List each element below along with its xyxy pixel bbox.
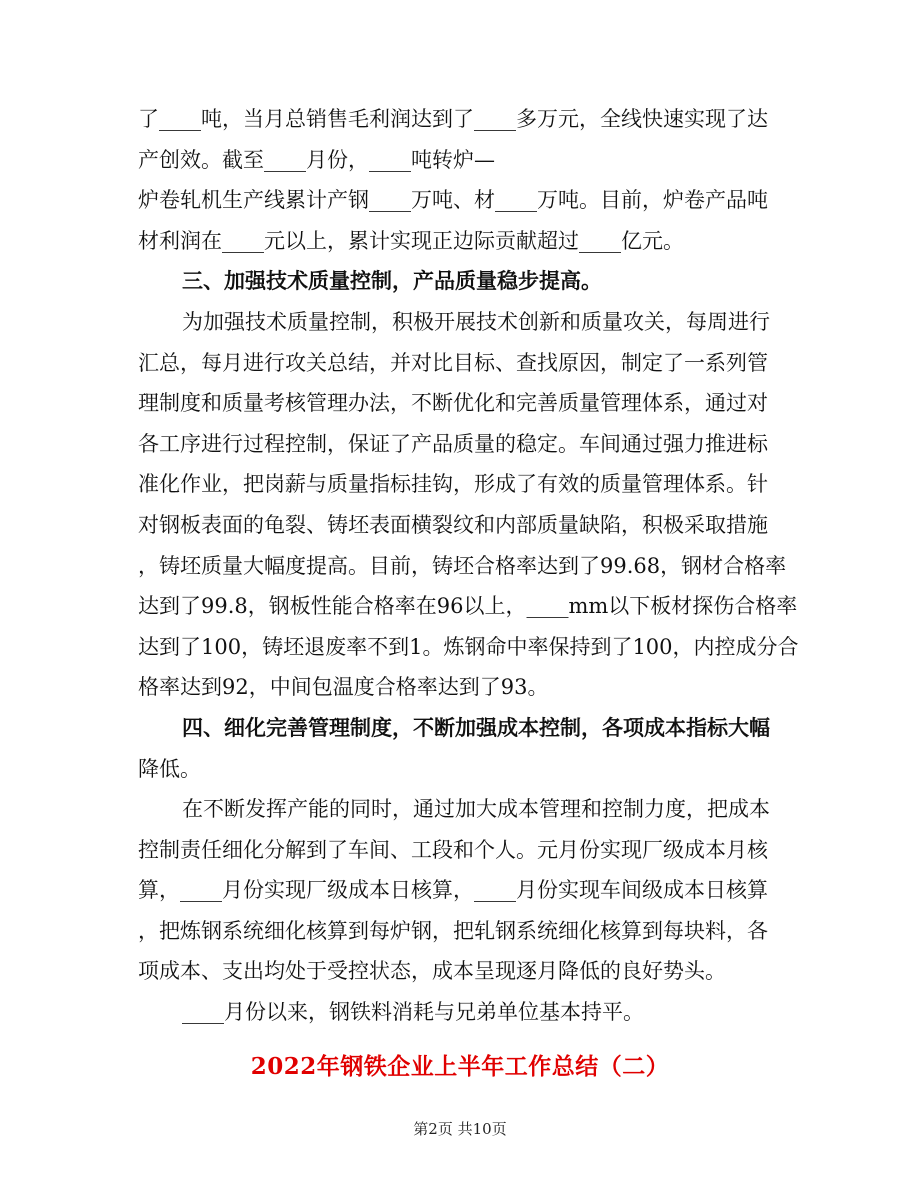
body-line: ，铸坯质量大幅度提高。目前，铸坯合格率达到了99.68，钢材合格率 [138,553,787,578]
body-line: 准化作业，把岗薪与质量指标挂钩，形成了有效的质量管理体系。针 [138,472,768,497]
body-line: 汇总，每月进行攻关总结，并对比目标、查找原因，制定了一系列管 [138,350,768,375]
body-line: 对钢板表面的龟裂、铸坯表面横裂纹和内部质量缺陷，积极采取措施 [138,512,768,537]
body-line: 达到了99.8，钢板性能合格率在96以上，____mm以下板材探伤合格率 [138,594,798,619]
body-line: 降低。 [138,756,201,781]
body-line: 各工序进行过程控制，保证了产品质量的稳定。车间通过强力推进标 [138,431,768,456]
body-line: 了____吨，当月总销售毛利润达到了____多万元，全线快速实现了达 [138,107,768,131]
body-line: 产创效。截至____月份，____吨转炉— [138,147,495,172]
body-line: 理制度和质量考核管理办法，不断优化和完善质量管理体系，通过对 [138,391,768,416]
body-line: ____月份以来，钢铁料消耗与兄弟单位基本持平。 [182,1000,644,1025]
body-line: 达到了100，铸坯退废率不到1。炼钢命中率保持到了100，内控成分合 [138,634,799,659]
body-line: 控制责任细化分解到了车间、工段和个人。元月份实现厂级成本月核 [138,837,768,862]
body-line: 炉卷轧机生产线累计产钢____万吨、材____万吨。目前，炉卷产品吨 [138,188,768,213]
document-title: 2022年钢铁企业上半年工作总结（二） [250,1053,670,1080]
body-line: 在不断发挥产能的同时，通过加大成本管理和控制力度，把成本 [182,797,770,822]
body-line: 材利润在____元以上，累计实现正边际贡献超过____亿元。 [138,228,684,253]
document-body [138,99,799,1033]
body-line: 格率达到92，中间包温度合格率达到了93。 [138,675,549,700]
body-line: 为加强技术质量控制，积极开展技术创新和质量攻关，每周进行 [182,309,770,334]
body-line: ，把炼钢系统细化核算到每炉钢，把轧钢系统细化核算到每块料，各 [138,918,768,943]
section-heading-4: 四、细化完善管理制度，不断加强成本控制，各项成本指标大幅 [182,714,770,740]
body-line: 算，____月份实现厂级成本日核算，____月份实现车间级成本日核算 [138,878,768,903]
body-line: 项成本、支出均处于受控状态，成本呈现逐月降低的良好势头。 [138,959,726,984]
section-heading-3: 三、加强技术质量控制，产品质量稳步提高。 [182,268,602,294]
page-footer: 第2页 共10页 [413,1120,507,1138]
